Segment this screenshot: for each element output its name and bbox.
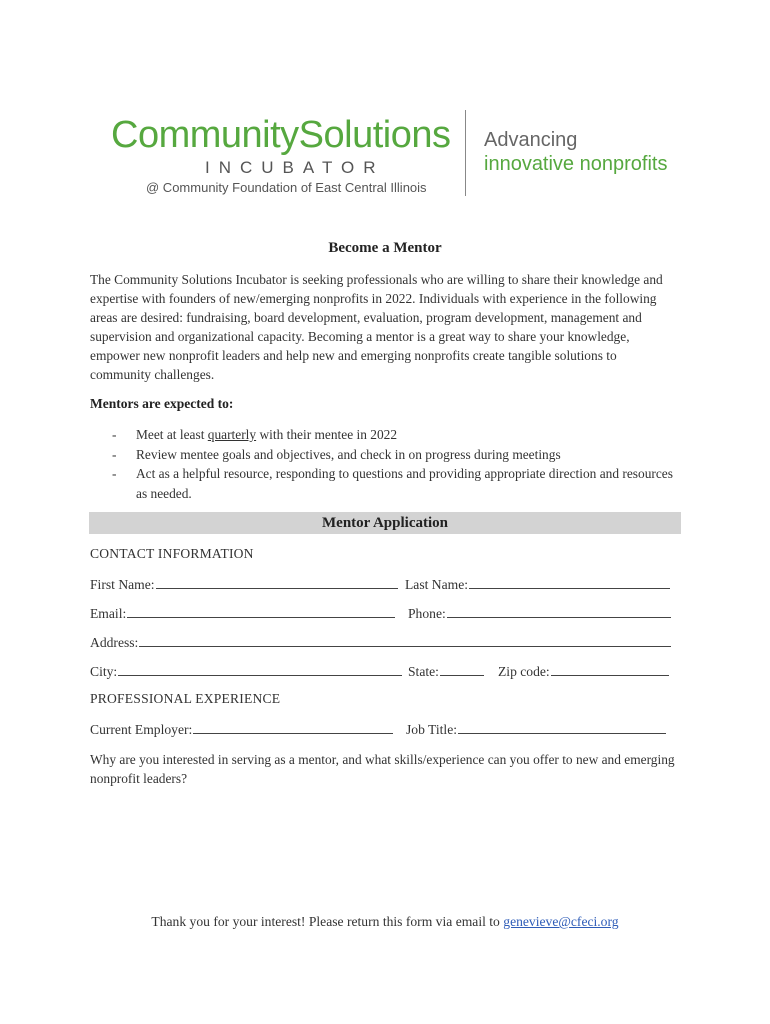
last-name-label: Last Name:	[405, 577, 469, 592]
list-item	[112, 425, 682, 445]
logo-divider	[465, 110, 466, 196]
job-title-label: Job Title:	[406, 722, 458, 737]
current-employer-label: Current Employer:	[90, 722, 193, 737]
email-field[interactable]	[127, 604, 395, 618]
footer-note	[0, 913, 770, 931]
intro-paragraph: The Community Solutions Incubator is seeking professionals who are willing to share their knowledge and expertise with founders of new/emerging nonprofits in 2022. Individuals with experience in the following areas are desired: fundraising, board development, evaluation, program development, management and supervision and organizational capacity. Becoming a mentor is a great way to share your knowledge, empower new nonprofit leaders and help new and emerging nonprofits create tangible solutions to community challenges.	[90, 272, 663, 382]
first-name-field[interactable]	[156, 575, 398, 589]
address-label: Address:	[90, 635, 139, 650]
first-name-label: First Name:	[90, 577, 155, 592]
list-item	[112, 445, 682, 465]
list-item-underlined-word: quarterly	[207, 427, 257, 442]
city-field[interactable]	[118, 662, 402, 676]
address-field[interactable]	[139, 633, 671, 647]
job-title-field[interactable]	[458, 720, 666, 734]
tagline-line-1: Advancing	[484, 129, 578, 151]
city-label: City:	[90, 664, 118, 679]
bullet-dash: -	[112, 427, 117, 442]
professional-experience-heading: PROFESSIONAL EXPERIENCE	[90, 691, 281, 706]
state-field[interactable]	[440, 662, 484, 676]
page-title: Become a Mentor	[328, 240, 442, 256]
logo-subtitle: INCUBATOR	[205, 158, 385, 177]
application-heading-bar: Mentor Application	[89, 512, 681, 534]
bullet-dash: -	[112, 446, 117, 462]
email-label: Email:	[90, 606, 127, 621]
email-link[interactable]: genevieve@cfeci.org	[503, 914, 619, 929]
logo-wordmark: CommunitySolutions	[111, 114, 451, 156]
state-label: State:	[408, 664, 439, 679]
expectations-heading: Mentors are expected to:	[90, 396, 234, 411]
tagline-line-2: innovative nonprofits	[484, 153, 668, 175]
current-employer-field[interactable]	[193, 720, 393, 734]
mentor-question: Why are you interested in serving as a mentor, and what skills/experience can you offer to new and emerging nonprofit leaders?	[90, 752, 675, 786]
list-item-text: Review mentee goals and objectives, and check in on progress during meetings	[136, 446, 561, 462]
zip-code-field[interactable]	[551, 662, 669, 676]
bullet-dash: -	[112, 466, 117, 481]
last-name-field[interactable]	[469, 575, 670, 589]
contact-info-heading: CONTACT INFORMATION	[90, 546, 254, 561]
expectations-list	[112, 425, 682, 503]
zip-code-label: Zip code:	[498, 664, 550, 679]
footer-text: Thank you for your interest! Please return this form via email to	[151, 914, 504, 929]
phone-field[interactable]	[447, 604, 671, 618]
list-item-text: Act as a helpful resource, responding to questions and providing appropriate direction and resources as needed.	[136, 466, 673, 501]
logo-foundation-text: @ Community Foundation of East Central Illinois	[146, 180, 427, 195]
list-item	[112, 464, 682, 503]
list-item-text-before: Meet at least	[136, 427, 208, 442]
phone-label: Phone:	[408, 606, 446, 621]
list-item-text-after: with their mentee in 2022	[256, 427, 398, 442]
